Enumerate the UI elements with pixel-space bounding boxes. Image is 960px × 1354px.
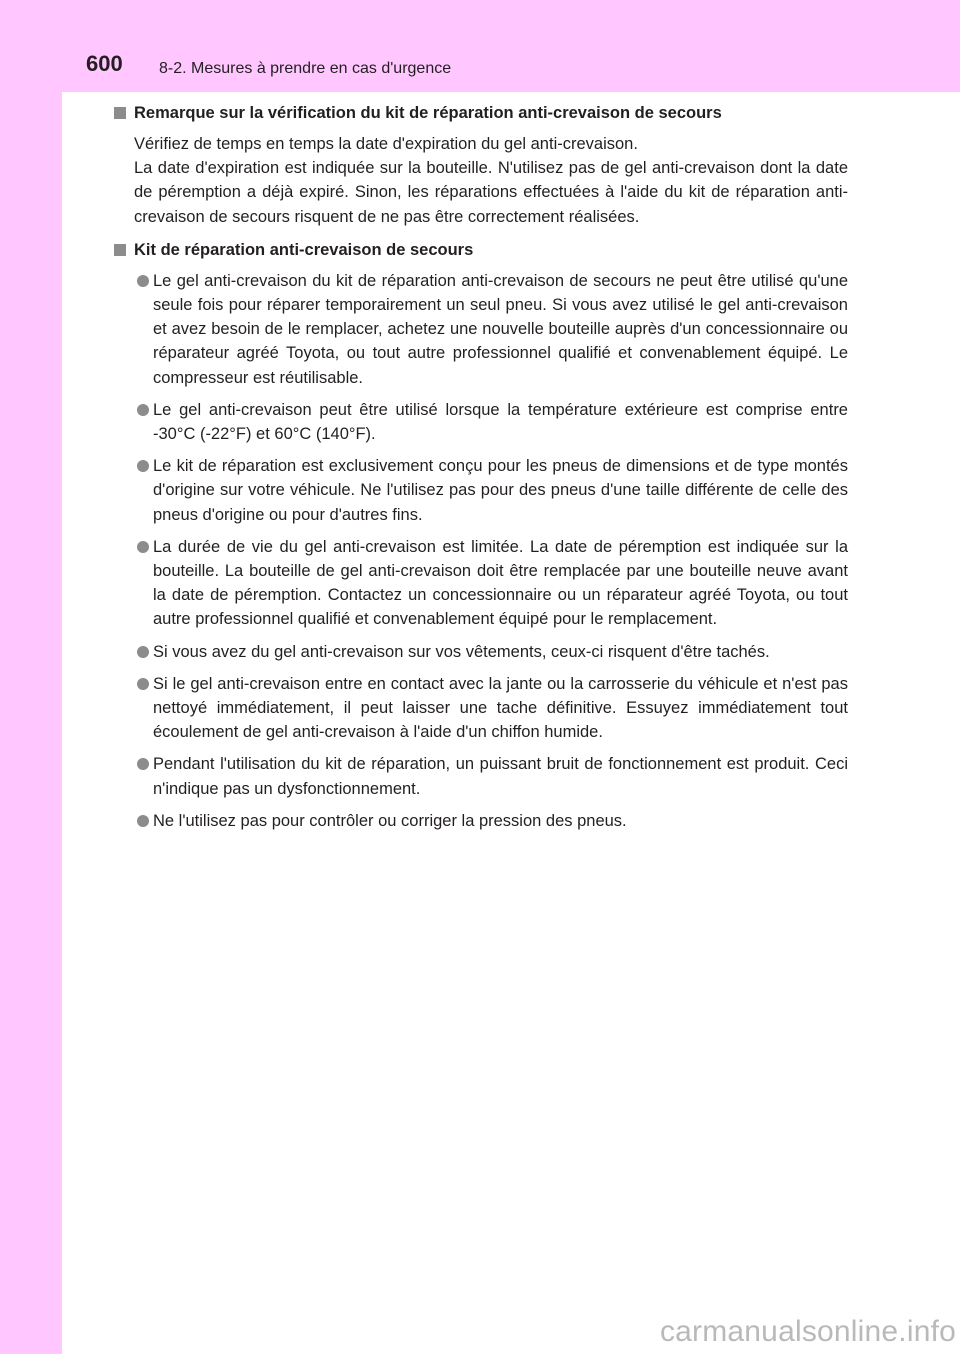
section-heading bbox=[112, 101, 848, 125]
bullet-text: Si le gel anti-crevaison entre en contact avec la jante ou la carrosserie du véhicule et n'est pas nettoyé immédiatement, il peut laisser une tache définitive. Essuyez immédiatement tout écoulement de gel anti-crevaison à l'aide d'un chiffon humide. bbox=[153, 674, 848, 742]
bullet-dot-icon bbox=[137, 541, 149, 553]
bullet-item bbox=[112, 809, 848, 833]
page-number: 600 bbox=[86, 51, 123, 76]
bullet-item bbox=[112, 269, 848, 390]
watermark: carmanualsonline.info bbox=[659, 1315, 956, 1348]
bullet-text: Si vous avez du gel anti-crevaison sur vos vêtements, ceux-ci risquent d'être tachés. bbox=[153, 642, 770, 661]
bullet-text: Le gel anti-crevaison peut être utilisé lorsque la température extérieure est comprise entre -30°C (-22°F) et 60°C (140°F). bbox=[153, 400, 848, 444]
square-icon bbox=[114, 244, 126, 256]
bullet-text: Le kit de réparation est exclusivement conçu pour les pneus de dimensions et de type montés d'origine sur votre véhicule. Ne l'utilisez pas pour des pneus d'une taille différente de celle des pneus d'origine ou pour d'autres fins. bbox=[153, 457, 848, 524]
section-heading bbox=[112, 238, 848, 262]
bullet-item bbox=[112, 672, 848, 745]
bullet-dot-icon bbox=[137, 646, 149, 658]
bullet-item bbox=[112, 535, 848, 632]
bullet-dot-icon bbox=[137, 815, 149, 827]
bullet-dot-icon bbox=[137, 275, 149, 287]
section-spare-kit bbox=[112, 238, 848, 833]
bullet-text: Pendant l'utilisation du kit de réparation, un puissant bruit de fonctionnement est produit. Ceci n'indique pas un dysfonctionnement. bbox=[153, 755, 848, 798]
bullet-dot-icon bbox=[137, 460, 149, 472]
bullet-dot-icon bbox=[137, 678, 149, 690]
bullet-text: La durée de vie du gel anti-crevaison est limitée. La date de péremption est indiquée sur la bouteille. La bouteille de gel anti-crevaison doit être remplacée par une bouteille neuve avant la date de péremption. Contactez un concessionnaire ou un réparateur agréé Toyota, ou tout autre professionnel qualifié et convenablement équipé pour le remplacement. bbox=[153, 537, 848, 629]
bullet-text: Ne l'utilisez pas pour contrôler ou corriger la pression des pneus. bbox=[153, 811, 627, 830]
bullet-item bbox=[112, 752, 848, 800]
section-body bbox=[112, 132, 848, 229]
paragraph: Vérifiez de temps en temps la date d'expiration du gel anti-crevaison. bbox=[134, 135, 638, 153]
bullet-dot-icon bbox=[137, 758, 149, 770]
bullet-item bbox=[112, 640, 848, 664]
square-icon bbox=[114, 107, 126, 119]
bullet-list bbox=[112, 269, 848, 833]
section-title: 8-2. Mesures à prendre en cas d'urgence bbox=[159, 60, 452, 77]
bullet-dot-icon bbox=[137, 404, 149, 416]
section-spare-kit-check bbox=[112, 101, 848, 229]
section-heading-text: Remarque sur la vérification du kit de réparation anti-crevaison de secours bbox=[134, 104, 722, 122]
bullet-text: Le gel anti-crevaison du kit de réparation anti-crevaison de secours ne peut être utilisé qu'une seule fois pour réparer temporairement un seul pneu. Si vous avez utilisé le gel anti-crevaison et avez besoin de le remplacer, achetez une nouvelle bouteille auprès d'un concessionnaire ou réparateur agréé Toyota, ou tout autre professionnel qualifié et convenablement équipé. Le compresseur est réutilisable. bbox=[153, 271, 848, 387]
side-color-strip bbox=[0, 0, 62, 1354]
paragraph: La date d'expiration est indiquée sur la bouteille. N'utilisez pas de gel anti-crevaison dont la date de péremption a déjà expiré. Sinon, les réparations effectuées à l'aide du kit de réparation anti-crevaison de secours risquent de ne pas être correctement réalisées. bbox=[134, 159, 848, 226]
page-content bbox=[112, 101, 848, 842]
bullet-item bbox=[112, 398, 848, 446]
section-heading-text: Kit de réparation anti-crevaison de secours bbox=[134, 240, 474, 259]
bullet-item bbox=[112, 454, 848, 527]
